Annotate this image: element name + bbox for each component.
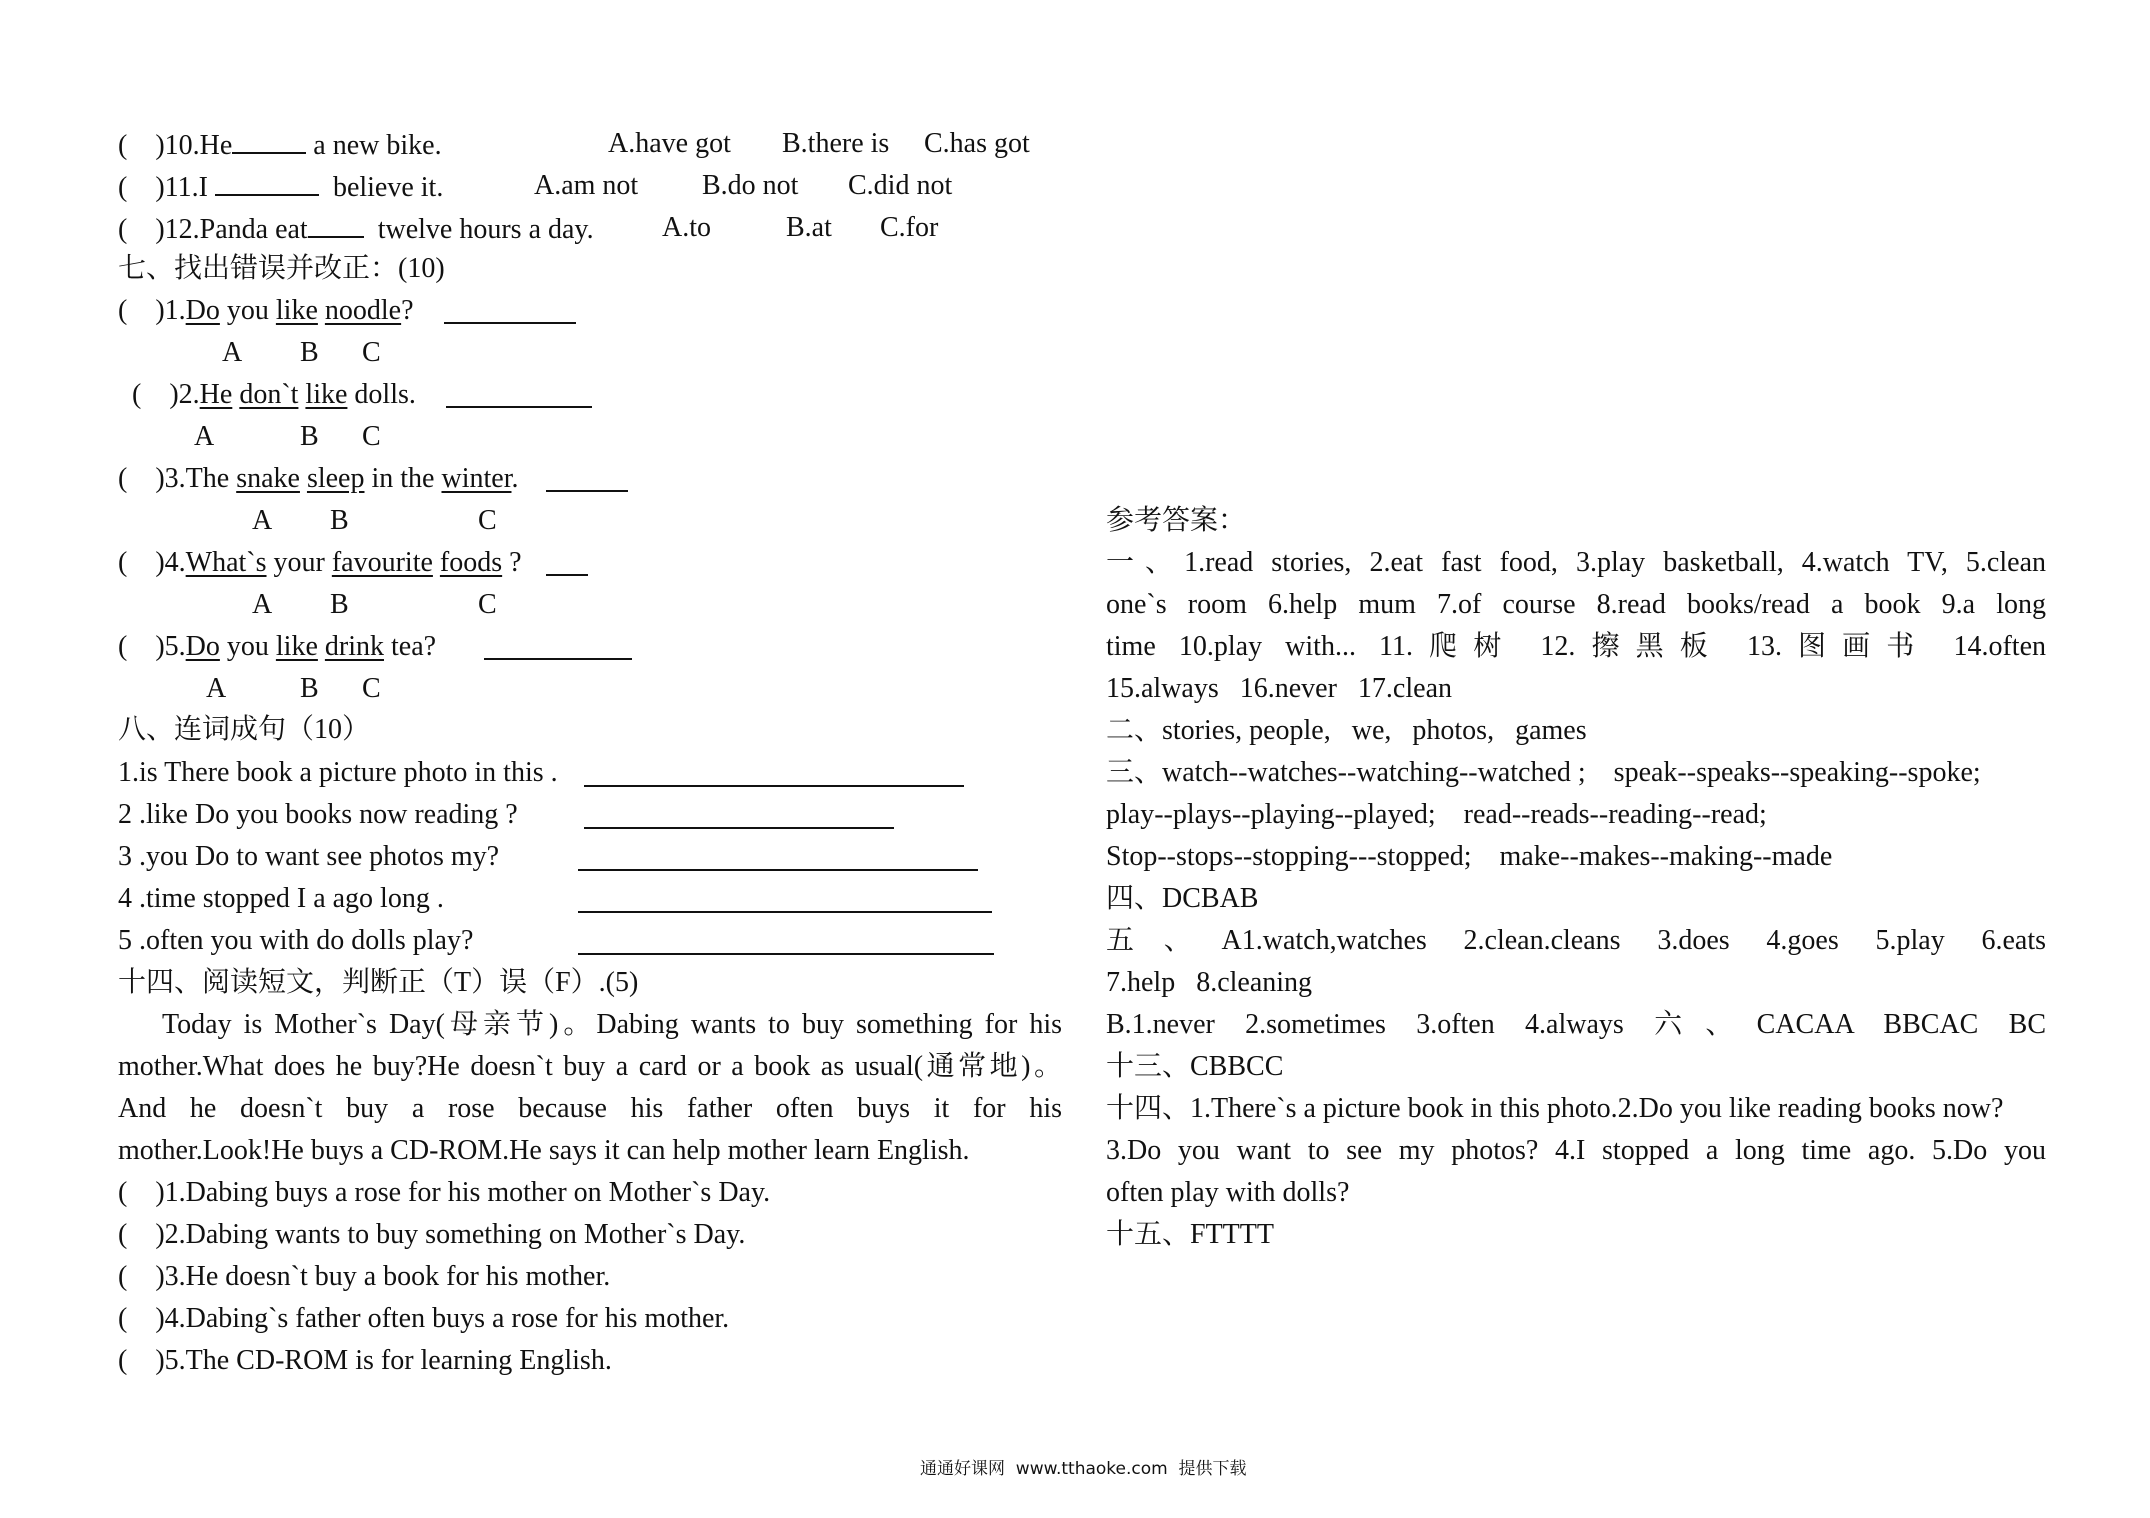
correction-blank[interactable] xyxy=(484,658,632,660)
question-11: ( )11.I believe it. xyxy=(118,168,443,206)
reorder-item-3: 3 .you Do to want see photos my? xyxy=(118,841,500,872)
reorder-item-2: 2 .like Do you books now reading ? xyxy=(118,799,518,830)
true-false-question-4: ( )4.Dabing`s father often buys a rose for his mother. xyxy=(118,1303,730,1334)
answer-key-line: 十四、1.There`s a picture book in this photo.2.Do you like reading books now? xyxy=(1106,1093,2004,1124)
error-question-2: ( )2.He don`t like dolls. xyxy=(132,379,416,410)
question-10-option-c: C.has got xyxy=(924,128,1030,159)
answer-key-line: 7.help 8.cleaning xyxy=(1106,967,1313,998)
reorder-answer-line[interactable] xyxy=(584,827,894,829)
correction-blank[interactable] xyxy=(546,490,628,492)
section-8-heading: 八、连词成句（10） xyxy=(118,714,371,745)
error-question-4: ( )4.What`s your favourite foods ? xyxy=(118,547,522,578)
true-false-question-5: ( )5.The CD-ROM is for learning English. xyxy=(118,1345,612,1376)
true-false-question-2: ( )2.Dabing wants to buy something on Mother`s Day. xyxy=(118,1219,746,1250)
option-letter-a: A xyxy=(194,421,215,452)
answer-key-line: 3.Do you want to see my photos? 4.I stopped a long time ago. 5.Do you xyxy=(1106,1135,2046,1166)
answer-key-line: 十三、CBBCC xyxy=(1106,1051,1284,1082)
reading-passage-line: And he doesn`t buy a rose because his father often buys it for his xyxy=(118,1093,1062,1124)
answer-blank[interactable] xyxy=(308,210,364,238)
reading-passage-line: mother.What does he buy?He doesn`t buy a card or a book as usual(通常地)。 xyxy=(118,1051,1062,1082)
reorder-item-5: 5 .often you with do dolls play? xyxy=(118,925,474,956)
answer-key-line: 五、A1.watch,watches 2.clean.cleans 3.does 4.goes 5.play 6.eats xyxy=(1106,925,2046,956)
answer-key-line: 一、1.read stories, 2.eat fast food, 3.play basketball, 4.watch TV, 5.clean xyxy=(1106,547,2046,578)
reading-passage-line: mother.Look!He buys a CD-ROM.He says it can help mother learn English. xyxy=(118,1135,970,1166)
answer-key-line: play--plays--playing--played; read--reads--reading--read; xyxy=(1106,799,1767,830)
question-11-option-c: C.did not xyxy=(848,170,953,201)
option-letter-b: B xyxy=(300,673,319,704)
answer-key-line: 三、watch--watches--watching--watched ; speak--speaks--speaking--spoke; xyxy=(1106,757,1981,788)
reorder-item-4: 4 .time stopped I a ago long . xyxy=(118,883,444,914)
option-letter-b: B xyxy=(300,421,319,452)
answer-blank[interactable] xyxy=(215,168,319,196)
answer-key-line: 十五、FTTTT xyxy=(1106,1219,1274,1250)
option-letter-b: B xyxy=(300,337,319,368)
option-letter-a: A xyxy=(252,589,273,620)
reorder-answer-line[interactable] xyxy=(584,785,964,787)
question-10: ( )10.He a new bike. xyxy=(118,126,442,164)
answer-key-line: 四、DCBAB xyxy=(1106,883,1259,914)
true-false-question-3: ( )3.He doesn`t buy a book for his mother. xyxy=(118,1261,611,1292)
question-10-option-b: B.there is xyxy=(782,128,890,159)
true-false-question-1: ( )1.Dabing buys a rose for his mother on Mother`s Day. xyxy=(118,1177,771,1208)
option-letter-a: A xyxy=(206,673,227,704)
reading-passage-line: Today is Mother`s Day(母亲节)。Dabing wants to buy something for his xyxy=(162,1009,1062,1040)
answer-key-line: 15.always 16.never 17.clean xyxy=(1106,673,1452,704)
question-12-option-c: C.for xyxy=(880,212,939,243)
answer-key-line: time 10.play with... 11.爬树 12.擦黑板 13.图画书 14.often xyxy=(1106,631,2046,662)
error-question-3: ( )3.The snake sleep in the winter. xyxy=(118,463,519,494)
section-7-heading: 七、找出错误并改正：(10) xyxy=(118,253,445,284)
answer-key-line: one`s room 6.help mum 7.of course 8.read books/read a book 9.a long xyxy=(1106,589,2046,620)
answer-key-line: Stop--stops--stopping---stopped; make--makes--making--made xyxy=(1106,841,1833,872)
section-14-heading: 十四、阅读短文，判断正（T）误（F）.(5) xyxy=(118,967,639,998)
option-letter-c: C xyxy=(362,337,381,368)
option-letter-a: A xyxy=(222,337,243,368)
answer-key-line: 二、stories, people, we, photos, games xyxy=(1106,715,1587,746)
error-question-1: ( )1.Do you like noodle? xyxy=(118,295,414,326)
option-letter-b: B xyxy=(330,589,349,620)
question-12-option-b: B.at xyxy=(786,212,832,243)
question-11-option-a: A.am not xyxy=(534,170,639,201)
correction-blank[interactable] xyxy=(444,322,576,324)
reorder-answer-line[interactable] xyxy=(578,911,992,913)
reorder-item-1: 1.is There book a picture photo in this . xyxy=(118,757,558,788)
error-question-5: ( )5.Do you like drink tea? xyxy=(118,631,437,662)
option-letter-a: A xyxy=(252,505,273,536)
correction-blank[interactable] xyxy=(446,406,592,408)
question-11-option-b: B.do not xyxy=(702,170,799,201)
footer-source: 通通好课网 www.tthaoke.com 提供下载 xyxy=(920,1459,1247,1479)
option-letter-c: C xyxy=(362,421,381,452)
reorder-answer-line[interactable] xyxy=(578,953,994,955)
reorder-answer-line[interactable] xyxy=(578,869,978,871)
question-10-option-a: A.have got xyxy=(608,128,731,159)
answer-key-line: B.1.never 2.sometimes 3.often 4.always 六、CACAA BBCAC BC xyxy=(1106,1009,2046,1040)
option-letter-c: C xyxy=(478,589,497,620)
answer-key-heading: 参考答案： xyxy=(1106,505,1247,536)
correction-blank[interactable] xyxy=(546,574,588,576)
question-12-option-a: A.to xyxy=(662,212,711,243)
option-letter-b: B xyxy=(330,505,349,536)
question-12: ( )12.Panda eat twelve hours a day. xyxy=(118,210,594,248)
option-letter-c: C xyxy=(478,505,497,536)
answer-blank[interactable] xyxy=(232,126,306,154)
option-letter-c: C xyxy=(362,673,381,704)
answer-key-line: often play with dolls? xyxy=(1106,1177,1350,1208)
